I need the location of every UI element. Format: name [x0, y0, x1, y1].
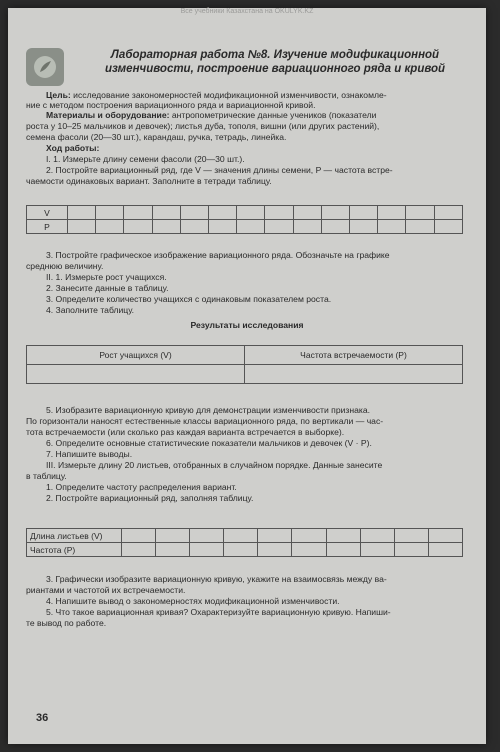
part3-intro-line1: III. Измерьте длину 20 листьев, отобранных в случайном порядке. Данные занесите [46, 460, 383, 470]
materials-line-2: роста у 10–25 мальчиков и девочек); листья дуба, тополя, вишни (или других растений), [26, 121, 380, 131]
results-title: Результаты исследования [190, 320, 304, 330]
lab-title [80, 48, 470, 76]
table-cell-label: P [27, 220, 68, 234]
part1-step3-line1: 3. Постройте графическое изображение вариационного ряда. Обозначьте на графике [46, 250, 390, 260]
part3-step4: 4. Напишите вывод о закономерностях модификационной изменчивости. [46, 596, 340, 606]
materials-line-1 [46, 110, 376, 121]
part2-step2: 2. Занесите данные в таблицу. [46, 283, 169, 293]
table-cell-label: Длина листьев (V) [27, 529, 122, 543]
table-header-height: Рост учащихся (V) [27, 346, 245, 365]
seed-variation-table [26, 205, 463, 234]
textbook-page [8, 8, 486, 744]
part3-step1: 1. Определите частоту распределения вариант. [46, 482, 237, 492]
part2-step6: 6. Определите основные статистические показатели мальчиков и девочек (V · P). [46, 438, 372, 448]
lab-logo-icon [26, 48, 64, 86]
table-row [27, 365, 463, 384]
part2-step7: 7. Напишите выводы. [46, 449, 133, 459]
height-results-table [26, 345, 463, 384]
part2-step1: II. 1. Измерьте рост учащихся. [46, 272, 167, 282]
goal-label: Цель: [46, 90, 71, 100]
part2-step3: 3. Определите количество учащихся с одинаковым показателем роста. [46, 294, 332, 304]
part3-step3-line2: риантами и частотой их встречаемости. [26, 585, 186, 595]
title-line-2: изменчивости, построение вариационного ряда и кривой [104, 63, 446, 75]
table-header-frequency: Частота встречаемости (P) [245, 346, 463, 365]
table-row [27, 529, 463, 543]
progress-label: Ход работы: [46, 143, 100, 153]
part1-step1: I. 1. Измерьте длину семени фасоли (20—30 шт.). [46, 154, 245, 164]
page-number: 36 [36, 712, 49, 724]
title-line-1: Лабораторная работа №8. Изучение модификационной [110, 49, 440, 61]
part1-step2-line1: 2. Постройте вариационный ряд, где V — значения длины семени, P — частота встре- [46, 165, 393, 175]
table-row [27, 220, 463, 234]
page-watermark-bar: Все учебники Казахстана на OKULYK.KZ [180, 8, 314, 15]
materials-line-3: семена фасоли (20—30 шт.), карандаш, ручка, тетрадь, линейка. [26, 132, 287, 142]
part3-step3-line1: 3. Графически изобразите вариационную кривую, укажите на взаимосвязь между ва- [46, 574, 387, 584]
materials-label: Материалы и оборудование: [46, 110, 170, 120]
goal-text-1: исследование закономерностей модификационной изменчивости, ознакомле- [70, 90, 387, 100]
materials-text-1: антропометрические данные учеников (показатели [169, 110, 377, 120]
table-row [27, 543, 463, 557]
part3-step2: 2. Постройте вариационный ряд, заполняя таблицу. [46, 493, 254, 503]
part2-step5-line2: По горизонтали наносят естественные классы вариационного ряда, по вертикали — час- [26, 416, 384, 426]
part1-step2-line2: чаемости одинаковых вариант. Заполните в тетради таблицу. [26, 176, 272, 186]
part1-step3-line2: среднюю величину. [26, 261, 104, 271]
table-cell-label: Частота (P) [27, 543, 122, 557]
part3-step5-line1: 5. Что такое вариационная кривая? Охарактеризуйте вариационную кривую. Напиши- [46, 607, 391, 617]
table-row [27, 206, 463, 220]
part3-intro-line2: в таблицу. [26, 471, 67, 481]
goal-line-2: ние с методом построения вариационного ряда и вариационной кривой. [26, 100, 316, 110]
part2-step5-line1: 5. Изобразите вариационную кривую для демонстрации изменчивости признака. [46, 405, 370, 415]
leaf-length-table [26, 528, 463, 557]
table-row [27, 346, 463, 365]
part3-step5-line2: те вывод по работе. [26, 618, 107, 628]
part2-step4: 4. Заполните таблицу. [46, 305, 135, 315]
table-cell-label: V [27, 206, 68, 220]
part2-step5-line3: тота встречаемости (или сколько раз каждая варианта встречается в выборке). [26, 427, 345, 437]
